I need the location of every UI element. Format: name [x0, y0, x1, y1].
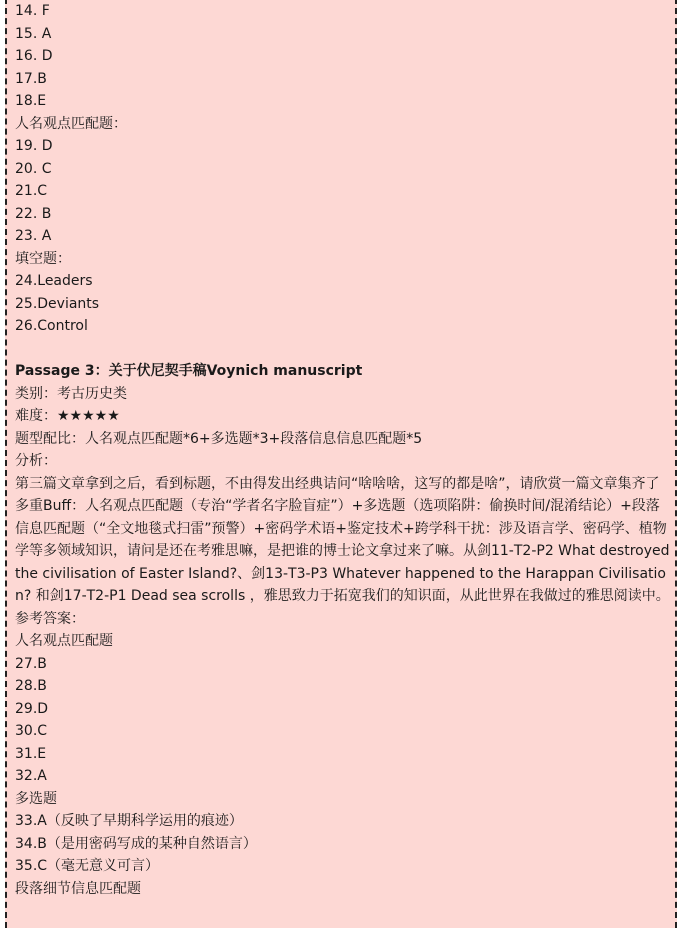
answer-line: 23. A: [15, 228, 52, 244]
person-matching-heading: 人名观点匹配题: [15, 633, 113, 649]
answer-line: 14. F: [15, 3, 50, 19]
person-matching-heading: 人名观点匹配题：: [15, 115, 127, 132]
answer-line: 16. D: [15, 48, 53, 64]
document-panel: [5, 0, 677, 928]
answer-line: 24.Leaders: [15, 273, 93, 289]
multi-choice-heading: 多选题: [15, 790, 57, 807]
document-content: [15, 0, 670, 900]
analysis-heading: 分析：: [15, 453, 57, 469]
question-ratio-line: 题型配比：人名观点匹配题*6+多选题*3+段落信息信息匹配题*5: [15, 430, 423, 447]
answer-line: 15. A: [15, 25, 52, 42]
analysis-paragraph: 第三篇文章拿到之后，看到标题，不由得发出经典诘问“啥啥啥，这写的都是啥”，请欣赏一篇文章集齐了多重Buff：人名观点匹配题（专治“学者名字脸盲症”）+多选题（选项陷阱：偷换时间/混淆结论）+段落信息匹配题（“全文地毯式扫雷”预警）+密码学术语+鉴定技术+跨学科干扰：涉及语言学、密码学、植物学等多领域知识，请问是还在考雅思嘛，是把谁的博士论文拿过来了嘛。从剑11-T2-P2 What destroyed the civilisation of Easter Island?、剑13-T3-P3 Whatever happened to the Harappan Civilisation? 和剑17-T2-P1 Dead sea scrolls ，雅思致力于拓宽我们的知识面，从此世界在我做过的雅思阅读中。: [15, 475, 670, 604]
answer-line: 21.C: [15, 183, 48, 199]
answer-line: 32.A: [15, 768, 47, 784]
answer-line: 31.E: [15, 745, 47, 762]
answer-line: 17.B: [15, 70, 47, 87]
answer-line: 30.C: [15, 723, 48, 739]
answer-line: 22. B: [15, 205, 52, 222]
answer-line: 26.Control: [15, 318, 88, 334]
answer-line: 19. D: [15, 138, 53, 154]
answer-line: 20. C: [15, 160, 52, 177]
paragraph-matching-heading: 段落细节信息匹配题: [15, 880, 141, 897]
spacer: [15, 338, 670, 361]
answer-line: 18.E: [15, 93, 47, 109]
difficulty-line: 难度：★★★★★: [15, 408, 120, 424]
fill-heading: 填空题：: [15, 250, 71, 267]
answer-line: 34.B（是用密码写成的某种自然语言）: [15, 835, 257, 852]
answer-line: 28.B: [15, 678, 47, 694]
answer-line: 33.A（反映了早期科学运用的痕迹）: [15, 813, 243, 829]
answer-line: 25.Deviants: [15, 295, 100, 312]
answer-line: 27.B: [15, 655, 47, 672]
category-line: 类别：考古历史类: [15, 385, 127, 402]
passage-title: Passage 3：关于伏尼契手稿Voynich manuscript: [15, 363, 363, 379]
answer-line: 29.D: [15, 700, 49, 717]
answer-line: 35.C（毫无意义可言）: [15, 858, 160, 874]
answers-heading: 参考答案：: [15, 610, 85, 627]
